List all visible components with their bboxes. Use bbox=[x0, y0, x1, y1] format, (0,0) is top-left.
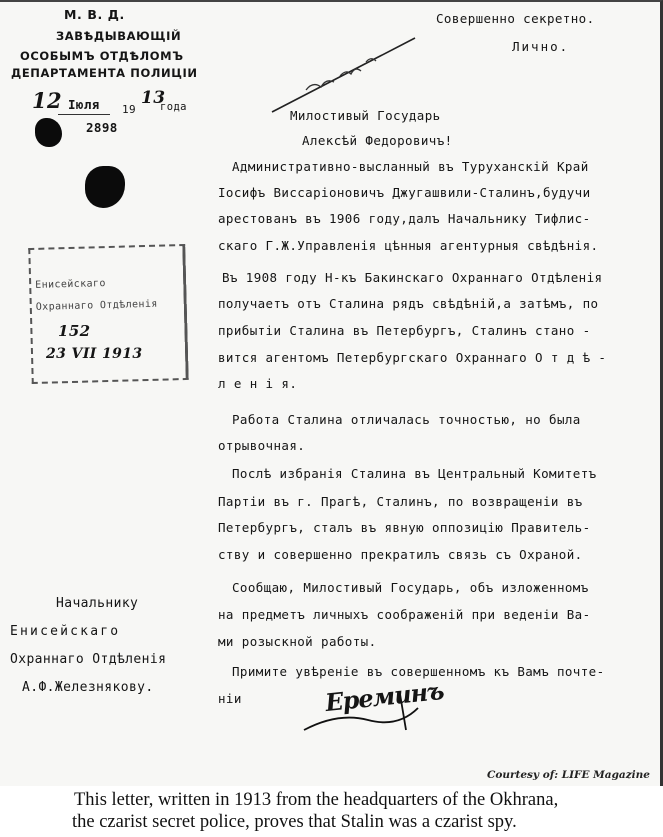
salutation-line-1: Милостивый Государь bbox=[290, 108, 441, 123]
diagonal-notation bbox=[270, 32, 420, 116]
body-line: Примите увѣреніе въ совершенномъ къ Вамъ почте- bbox=[232, 664, 605, 679]
caption-line-1: This letter, written in 1913 from the headquarters of the Okhrana, bbox=[74, 790, 559, 810]
body-line: Петербургъ, сталъ въ явную оппозицію Правитель- bbox=[218, 520, 591, 535]
body-line: Сообщаю, Милостивый Государь, объ изложенномъ bbox=[232, 580, 589, 595]
personal-mark: Лично. bbox=[512, 39, 570, 54]
addressee-line-2: Енисейскаго bbox=[10, 624, 121, 639]
body-line: арестованъ въ 1906 году,далъ Начальнику Тифлис- bbox=[218, 211, 591, 226]
body-line: отрывочная. bbox=[218, 438, 306, 453]
year-suffix: 13 bbox=[141, 88, 166, 108]
body-line: Партіи въ г. Прагѣ, Сталинъ, по возвращеніи въ bbox=[218, 494, 583, 509]
document-number: 2898 bbox=[86, 120, 118, 135]
body-line: Послѣ избранія Сталина въ Центральный Комитетъ bbox=[232, 466, 597, 481]
body-line: л е н і я. bbox=[218, 376, 298, 391]
addressee-line-1: Начальнику bbox=[56, 596, 139, 611]
month-underline bbox=[58, 114, 110, 115]
letterhead-line-3: ДЕПАРТАМЕНТА ПОЛИЦІИ bbox=[11, 66, 198, 80]
body-line: на предметъ личныхъ соображеній при веденіи Ва- bbox=[218, 607, 591, 622]
secrecy-mark: Совершенно секретно. bbox=[436, 11, 595, 26]
letter-day: 12 bbox=[32, 88, 63, 113]
letter-month: Іюля bbox=[68, 97, 100, 112]
salutation-line-2: Алексѣй Федоровичъ! bbox=[302, 133, 453, 148]
photo-credit: Courtesy of: LIFE Magazine bbox=[486, 769, 650, 781]
body-line: Въ 1908 году Н-къ Бакинскаго Охраннаго Отдѣленія bbox=[222, 270, 603, 285]
body-line: Административно-высланный въ Туруханскій Край bbox=[232, 159, 589, 174]
ministry-heading: М. В. Д. bbox=[64, 7, 125, 22]
stamp-number: 152 bbox=[58, 322, 91, 340]
letterhead-line-2: ОСОБЫМЪ ОТДѢЛОМЪ bbox=[20, 49, 184, 63]
body-line: вится агентомъ Петербургскаго Охраннаго О т д ѣ - bbox=[218, 350, 607, 365]
year-word: года bbox=[160, 101, 187, 113]
received-stamp bbox=[28, 244, 189, 384]
body-line: прибытіи Сталина въ Петербургъ, Сталинъ стано - bbox=[218, 323, 591, 338]
stamp-line-1: Енисейскаго bbox=[35, 278, 106, 291]
body-line: Работа Сталина отличалась точностью, но была bbox=[232, 412, 581, 427]
body-line: ству и совершенно прекратилъ связь съ Охраной. bbox=[218, 547, 583, 562]
body-line: скаго Г.Ж.Управленія цѣнныя агентурныя свѣдѣнія. bbox=[218, 238, 599, 253]
signature: Ереминъ bbox=[323, 675, 445, 718]
year-prefix: 19 bbox=[122, 103, 137, 116]
signature-flourish bbox=[298, 690, 422, 736]
addressee-line-4: А.Ф.Железнякову. bbox=[22, 680, 154, 695]
caption-line-2: the czarist secret police, proves that Stalin was a czarist spy. bbox=[72, 812, 517, 832]
body-line: получаетъ отъ Сталина рядъ свѣдѣній,а затѣмъ, по bbox=[218, 296, 599, 311]
ink-blot bbox=[85, 166, 125, 208]
stamp-line-2: Охраннаго Отдѣленія bbox=[35, 298, 158, 313]
addressee-line-3: Охраннаго Отдѣленія bbox=[10, 652, 167, 667]
body-line: ми розыскной работы. bbox=[218, 634, 377, 649]
body-line: Іосифъ Виссаріоновичъ Джугашвили-Сталинъ,будучи bbox=[218, 185, 591, 200]
body-line: ніи bbox=[218, 691, 242, 706]
ink-blot bbox=[35, 118, 62, 147]
letterhead-line-1: ЗАВѢДЫВАЮЩІЙ bbox=[56, 29, 182, 43]
stamp-date: 23 VII 1913 bbox=[46, 346, 143, 362]
